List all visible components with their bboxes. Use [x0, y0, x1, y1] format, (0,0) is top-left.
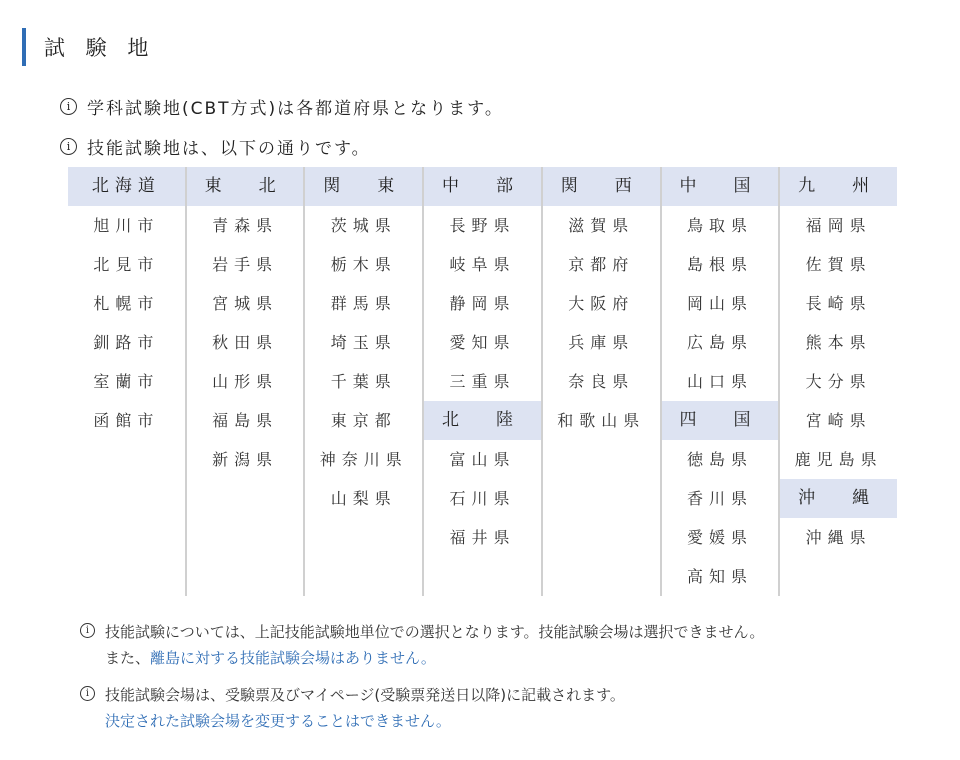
region-item: 新潟県	[212, 450, 279, 469]
region-item: 東京都	[330, 411, 397, 430]
note-practical-exam	[60, 134, 371, 159]
region-item: 岐阜県	[449, 255, 516, 274]
region-item: 函館市	[93, 411, 160, 430]
region-item: 広島県	[686, 333, 753, 352]
region-item: 愛媛県	[686, 528, 753, 547]
region-header	[543, 167, 660, 206]
region-item: 茨城県	[330, 216, 397, 235]
region-item: 宮城県	[212, 294, 279, 313]
region-item: 福島県	[212, 411, 279, 430]
section-title: 試 験 地	[44, 36, 156, 60]
region-header-label: 北海道	[91, 176, 161, 196]
region-header-label: 中 部	[442, 176, 524, 196]
region-header	[305, 167, 422, 206]
region-item: 釧路市	[93, 333, 160, 352]
region-header	[780, 479, 897, 518]
region-item: 山形県	[212, 372, 279, 391]
region-item: 高知県	[686, 567, 753, 586]
region-header-label: 中 国	[679, 176, 761, 196]
region-item: 和歌山県	[557, 411, 646, 430]
region-item: 長野県	[449, 216, 516, 235]
region-item: 神奈川県	[319, 450, 408, 469]
region-item: 島根県	[686, 255, 753, 274]
region-item: 青森県	[212, 216, 279, 235]
region-column	[541, 167, 660, 596]
region-item: 宮崎県	[805, 411, 872, 430]
region-item: 埼玉県	[330, 333, 397, 352]
section-heading	[22, 28, 155, 66]
region-header	[780, 167, 897, 206]
region-item: 福岡県	[805, 216, 872, 235]
footnote-text: また、	[105, 649, 151, 667]
region-item: 佐賀県	[805, 255, 872, 274]
region-item: 山梨県	[330, 489, 397, 508]
region-header-label: 関 西	[560, 176, 642, 196]
region-column	[303, 167, 422, 596]
region-header	[68, 167, 185, 206]
region-item: 香川県	[686, 489, 753, 508]
region-item: 福井県	[449, 528, 516, 547]
region-header	[187, 167, 304, 206]
info-circle-icon: i	[80, 686, 95, 701]
region-item: 京都府	[568, 255, 635, 274]
footnote-2	[80, 682, 625, 734]
region-header-label: 沖 縄	[798, 488, 880, 508]
region-column	[660, 167, 779, 596]
footnote-text: 技能試験については、上記技能試験地単位での選択となります。技能試験会場は選択できません。	[105, 623, 765, 641]
region-column	[778, 167, 897, 596]
region-header	[662, 167, 779, 206]
region-header-label: 北 陸	[442, 410, 524, 430]
region-header-label: 関 東	[323, 176, 405, 196]
region-item: 群馬県	[330, 294, 397, 313]
region-header-label: 四 国	[679, 410, 761, 430]
region-header	[662, 401, 779, 440]
footnote-link[interactable]: 離島に対する技能試験会場はありません。	[150, 649, 436, 667]
region-header-label: 東 北	[204, 176, 286, 196]
region-item: 千葉県	[330, 372, 397, 391]
note-written-exam	[60, 94, 504, 119]
note-text: 学科試験地(CBT方式)は各都道府県となります。	[87, 99, 504, 119]
region-item: 徳島県	[686, 450, 753, 469]
region-item: 札幌市	[93, 294, 160, 313]
region-item: 奈良県	[568, 372, 635, 391]
region-item: 長崎県	[805, 294, 872, 313]
region-item: 沖縄県	[805, 528, 872, 547]
region-item: 鹿児島県	[794, 450, 883, 469]
region-table	[68, 167, 897, 596]
region-item: 大分県	[805, 372, 872, 391]
region-column	[422, 167, 541, 596]
region-column	[68, 167, 185, 596]
note-text: 技能試験地は、以下の通りです。	[87, 139, 371, 159]
region-item: 岡山県	[686, 294, 753, 313]
region-header	[424, 401, 541, 440]
footnote-link[interactable]: 決定された試験会場を変更することはできません。	[105, 712, 451, 730]
region-item: 室蘭市	[93, 372, 160, 391]
region-item: 静岡県	[449, 294, 516, 313]
footnote-text: 技能試験会場は、受験票及びマイページ(受験票発送日以降)に記載されます。	[105, 686, 625, 704]
region-column	[185, 167, 304, 596]
region-item: 鳥取県	[686, 216, 753, 235]
region-item: 愛知県	[449, 333, 516, 352]
footnote-1	[80, 619, 764, 671]
info-circle-icon: i	[60, 138, 77, 155]
region-item: 旭川市	[93, 216, 160, 235]
region-header-label: 九 州	[798, 176, 880, 196]
region-item: 石川県	[449, 489, 516, 508]
info-circle-icon: i	[60, 98, 77, 115]
region-item: 北見市	[93, 255, 160, 274]
region-item: 栃木県	[330, 255, 397, 274]
region-item: 大阪府	[568, 294, 635, 313]
region-item: 三重県	[449, 372, 516, 391]
region-item: 岩手県	[212, 255, 279, 274]
info-circle-icon: i	[80, 623, 95, 638]
region-header	[424, 167, 541, 206]
region-item: 兵庫県	[568, 333, 635, 352]
region-item: 山口県	[686, 372, 753, 391]
region-item: 秋田県	[212, 333, 279, 352]
region-item: 滋賀県	[568, 216, 635, 235]
region-item: 富山県	[449, 450, 516, 469]
region-item: 熊本県	[805, 333, 872, 352]
